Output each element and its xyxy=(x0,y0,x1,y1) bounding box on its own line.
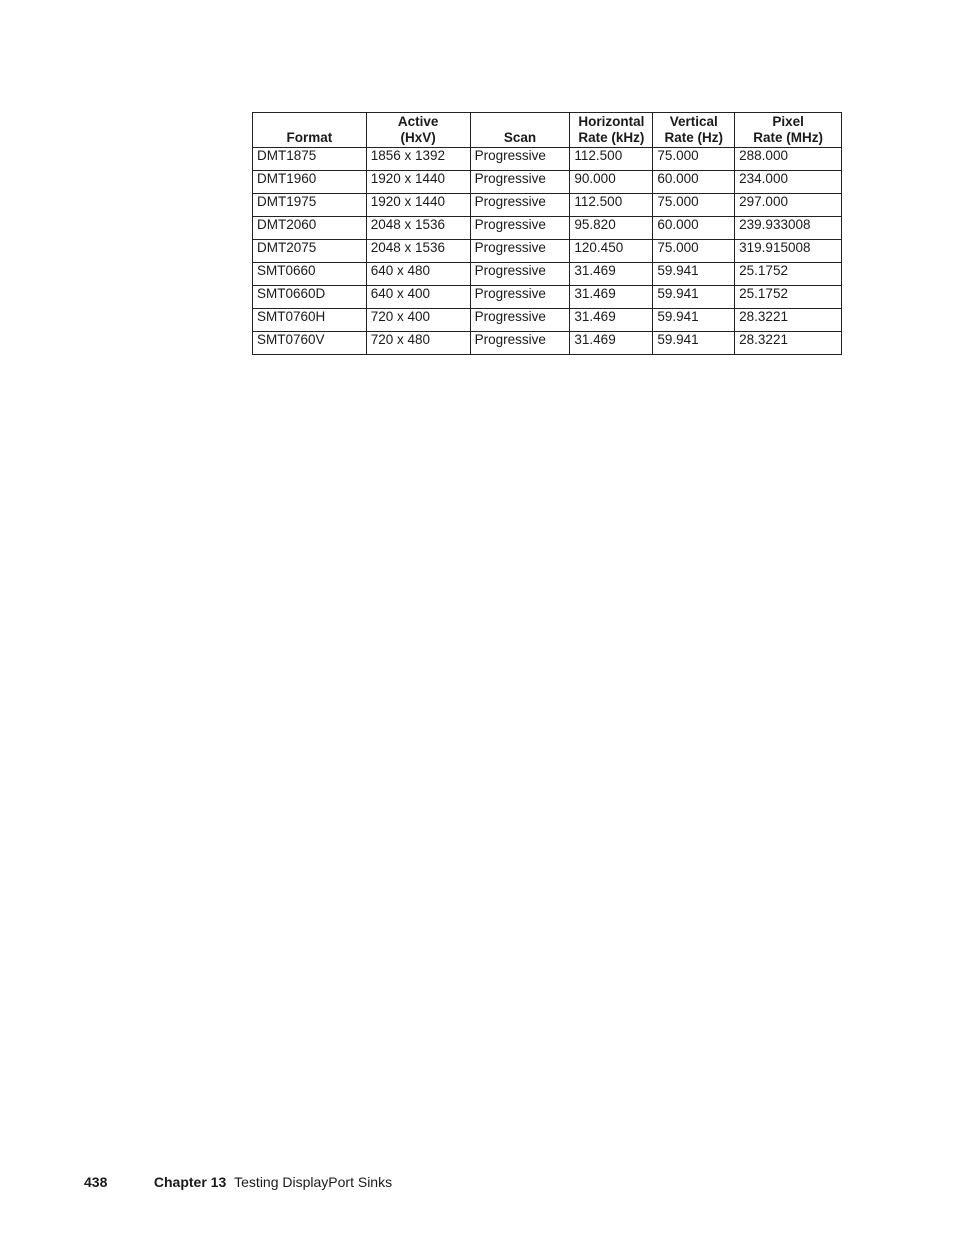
cell-scan: Progressive xyxy=(470,240,570,263)
cell-horizontal-rate: 120.450 xyxy=(570,240,653,263)
cell-scan: Progressive xyxy=(470,286,570,309)
cell-format: SMT0760H xyxy=(253,309,367,332)
cell-pixel-rate: 25.1752 xyxy=(735,286,842,309)
cell-active: 1856 x 1392 xyxy=(366,148,470,171)
cell-vertical-rate: 59.941 xyxy=(653,309,735,332)
cell-format: DMT1875 xyxy=(253,148,367,171)
cell-vertical-rate: 60.000 xyxy=(653,171,735,194)
cell-format: DMT1960 xyxy=(253,171,367,194)
header-active: Active (HxV) xyxy=(366,113,470,148)
cell-pixel-rate: 28.3221 xyxy=(735,332,842,355)
cell-scan: Progressive xyxy=(470,194,570,217)
table-row xyxy=(253,286,842,309)
cell-pixel-rate: 234.000 xyxy=(735,171,842,194)
table-row xyxy=(253,263,842,286)
table-row xyxy=(253,217,842,240)
cell-vertical-rate: 75.000 xyxy=(653,148,735,171)
cell-horizontal-rate: 90.000 xyxy=(570,171,653,194)
cell-horizontal-rate: 112.500 xyxy=(570,194,653,217)
cell-horizontal-rate: 112.500 xyxy=(570,148,653,171)
header-vertical-rate: Vertical Rate (Hz) xyxy=(653,113,735,148)
cell-format: DMT1975 xyxy=(253,194,367,217)
header-horizontal-rate: Horizontal Rate (kHz) xyxy=(570,113,653,148)
table-row xyxy=(253,332,842,355)
cell-horizontal-rate: 95.820 xyxy=(570,217,653,240)
cell-horizontal-rate: 31.469 xyxy=(570,286,653,309)
cell-scan: Progressive xyxy=(470,263,570,286)
cell-scan: Progressive xyxy=(470,148,570,171)
cell-vertical-rate: 75.000 xyxy=(653,194,735,217)
cell-format: SMT0660 xyxy=(253,263,367,286)
cell-scan: Progressive xyxy=(470,217,570,240)
table-row xyxy=(253,240,842,263)
cell-active: 1920 x 1440 xyxy=(366,194,470,217)
header-pixel-rate: Pixel Rate (MHz) xyxy=(735,113,842,148)
cell-scan: Progressive xyxy=(470,171,570,194)
table-header-row xyxy=(253,113,842,148)
cell-pixel-rate: 28.3221 xyxy=(735,309,842,332)
chapter-title: Testing DisplayPort Sinks xyxy=(234,1174,393,1190)
page-footer xyxy=(84,1174,392,1190)
cell-format: DMT2075 xyxy=(253,240,367,263)
page-number: 438 xyxy=(84,1174,108,1190)
cell-format: SMT0760V xyxy=(253,332,367,355)
cell-horizontal-rate: 31.469 xyxy=(570,263,653,286)
cell-active: 2048 x 1536 xyxy=(366,240,470,263)
cell-active: 720 x 400 xyxy=(366,309,470,332)
video-format-table xyxy=(252,112,842,355)
cell-active: 2048 x 1536 xyxy=(366,217,470,240)
cell-vertical-rate: 75.000 xyxy=(653,240,735,263)
cell-pixel-rate: 239.933008 xyxy=(735,217,842,240)
cell-pixel-rate: 25.1752 xyxy=(735,263,842,286)
cell-pixel-rate: 288.000 xyxy=(735,148,842,171)
cell-pixel-rate: 319.915008 xyxy=(735,240,842,263)
header-format: Format xyxy=(253,113,367,148)
header-scan: Scan xyxy=(470,113,570,148)
cell-active: 720 x 480 xyxy=(366,332,470,355)
cell-active: 640 x 400 xyxy=(366,286,470,309)
cell-vertical-rate: 60.000 xyxy=(653,217,735,240)
cell-vertical-rate: 59.941 xyxy=(653,286,735,309)
cell-scan: Progressive xyxy=(470,332,570,355)
cell-vertical-rate: 59.941 xyxy=(653,332,735,355)
cell-horizontal-rate: 31.469 xyxy=(570,332,653,355)
table-row xyxy=(253,194,842,217)
cell-vertical-rate: 59.941 xyxy=(653,263,735,286)
cell-format: DMT2060 xyxy=(253,217,367,240)
table-row xyxy=(253,171,842,194)
cell-active: 640 x 480 xyxy=(366,263,470,286)
cell-format: SMT0660D xyxy=(253,286,367,309)
cell-active: 1920 x 1440 xyxy=(366,171,470,194)
cell-pixel-rate: 297.000 xyxy=(735,194,842,217)
cell-horizontal-rate: 31.469 xyxy=(570,309,653,332)
cell-scan: Progressive xyxy=(470,309,570,332)
table-row xyxy=(253,309,842,332)
table-row xyxy=(253,148,842,171)
chapter-label: Chapter 13 xyxy=(153,1174,227,1190)
